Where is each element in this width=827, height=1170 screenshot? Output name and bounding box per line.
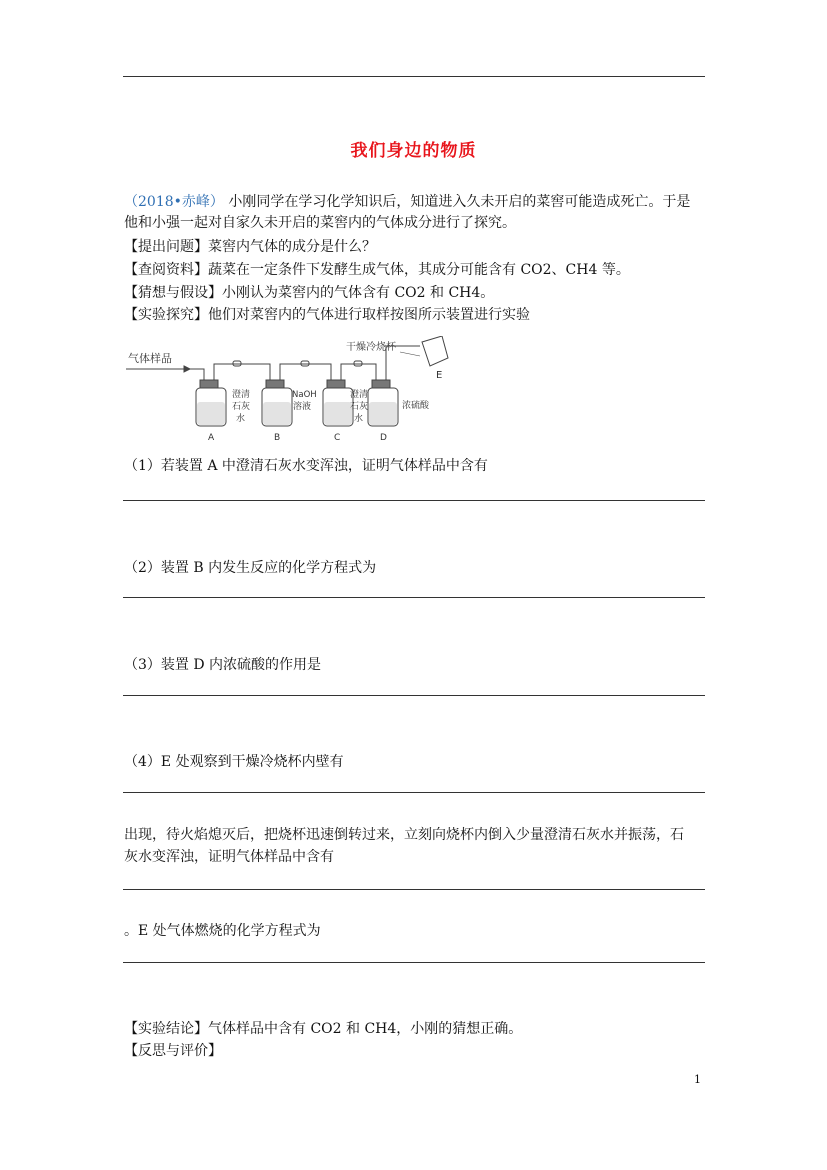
page-number: 1 (694, 1073, 701, 1086)
header-rule (123, 76, 705, 77)
question-4: （4）E 处观察到干燥冷烧杯内壁有 (124, 754, 344, 770)
answer-line-3 (123, 695, 705, 696)
answer-line-6 (123, 962, 705, 963)
answer-line-2 (123, 597, 705, 598)
bottle-c-label-1: 澄清 (350, 390, 369, 400)
answer-line-5 (123, 889, 705, 890)
question-4-cont-1: 出现，待火焰熄灭后，把烧杯迅速倒转过来，立刻向烧杯内倒入少量澄清石灰水并振荡，石 (124, 827, 684, 843)
dry-beaker (422, 336, 448, 366)
question-3: （3）装置 D 内浓硫酸的作用是 (124, 657, 322, 673)
bottle-d-letter: D (380, 433, 387, 443)
intro-text-2: 他和小强一起对自家久未开启的菜窖内的气体成分进行了探究。 (124, 215, 516, 231)
question-4-cont-3: 。E 处气体燃烧的化学方程式为 (124, 923, 321, 939)
bottle-a-letter: A (208, 433, 215, 443)
section-hypothesis: 【猜想与假设】小刚认为菜窖内的气体含有 CO2 和 CH4。 (124, 285, 495, 301)
conclusion: 【实验结论】气体样品中含有 CO2 和 CH4，小刚的猜想正确。 (124, 1021, 523, 1037)
question-2: （2）装置 B 内发生反应的化学方程式为 (124, 560, 377, 576)
bottle-a (196, 380, 226, 426)
section-question: 【提出问题】菜窖内气体的成分是什么？ (124, 239, 376, 255)
answer-line-1 (123, 500, 705, 501)
bottle-a-label-2: 石灰 (232, 402, 251, 412)
bottle-a-label-3: 水 (236, 414, 246, 424)
bottle-a-label-1: 澄清 (232, 390, 251, 400)
inlet-label: 气体样品 (128, 352, 172, 365)
page-title: 我们身边的物质 (350, 141, 477, 161)
bottle-d (368, 380, 398, 426)
answer-line-4 (123, 792, 705, 793)
section-experiment: 【实验探究】他们对菜窖内的气体进行取样按图所示装置进行实验 (124, 307, 530, 323)
e-label: E (436, 370, 443, 381)
bottle-c (323, 380, 353, 426)
bottle-b-label-2: 溶液 (293, 402, 312, 412)
question-4-cont-2: 灰水变浑浊，证明气体样品中含有 (124, 849, 334, 865)
bottle-c-letter: C (334, 433, 341, 443)
bottle-b-letter: B (274, 433, 281, 443)
source-tag: （2018•赤峰） (124, 194, 224, 210)
question-1: （1）若装置 A 中澄清石灰水变浑浊，证明气体样品中含有 (124, 458, 488, 474)
bottle-c-label-2: 石灰 (350, 402, 369, 412)
beaker-label: 干燥冷烧杯 (346, 342, 396, 353)
intro-paragraph (124, 192, 709, 234)
bottle-b (262, 380, 292, 426)
reflection: 【反思与评价】 (124, 1043, 222, 1059)
bottle-d-label: 浓硫酸 (402, 401, 430, 411)
apparatus-diagram (124, 336, 464, 448)
bottle-c-label-3: 水 (354, 414, 364, 424)
bottle-b-label-1: NaOH (292, 390, 317, 400)
section-materials: 【查阅资料】蔬菜在一定条件下发酵生成气体，其成分可能含有 CO2、CH4 等。 (124, 262, 630, 278)
intro-text-1: 小刚同学在学习化学知识后，知道进入久未开启的菜窖可能造成死亡。于是 (223, 194, 691, 210)
